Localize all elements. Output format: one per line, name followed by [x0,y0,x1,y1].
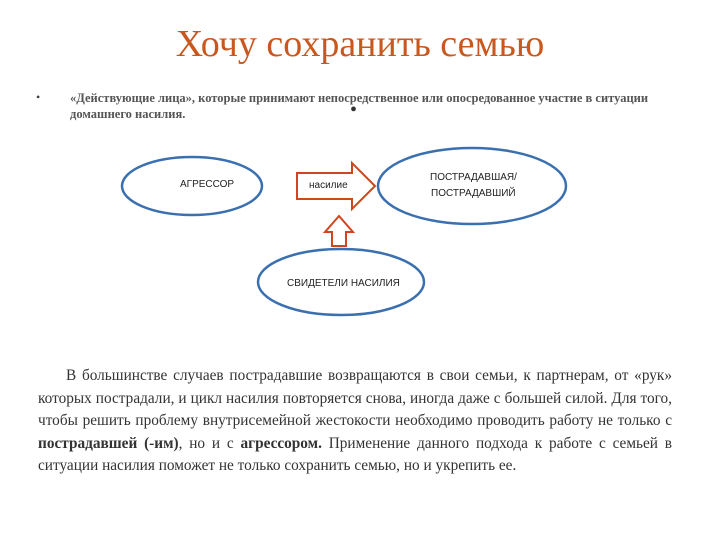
body-paragraph [38,365,672,478]
bullet-dot-icon: • [36,90,41,104]
aggressor-label: АГРЕССОР [180,179,235,190]
witness-arrow-icon [325,216,353,246]
body-bold-victim: пострадавшей (-им) [38,434,179,452]
body-text-1: В большинстве случаев пострадавшие возвращаются в свои семьи, к партнерам, от «рук» которых пострадали, и цикл насилия повторяется снова, иногда даже с большей силой. Для того, чтобы решить проблему внутрисемейной жестокости необходимо проводить работу не только с [38,367,672,429]
stray-dot-icon: • [350,99,358,121]
bullet-text: «Действующие лица», которые принимают непосредственное или опосредованное участие в ситуации домашнего насилия. [70,91,649,121]
violence-arrow-label: насилие [309,180,348,191]
slide-title: Хочу сохранить семью [175,23,545,65]
body-bold-aggressor: агрессором. [240,434,322,452]
witness-label: СВИДЕТЕЛИ НАСИЛИЯ [287,278,400,289]
victim-label-line1: ПОСТРАДАВШАЯ/ [430,172,517,183]
body-text-3: Применение данного подхода к работе с семьей в ситуации насилия поможет не только сохранить семью, но и укрепить ее. [38,434,672,474]
victim-ellipse [378,148,566,224]
body-text-2: , но и с [178,434,241,452]
victim-label-line2: ПОСТРАДАВШИЙ [431,188,516,199]
